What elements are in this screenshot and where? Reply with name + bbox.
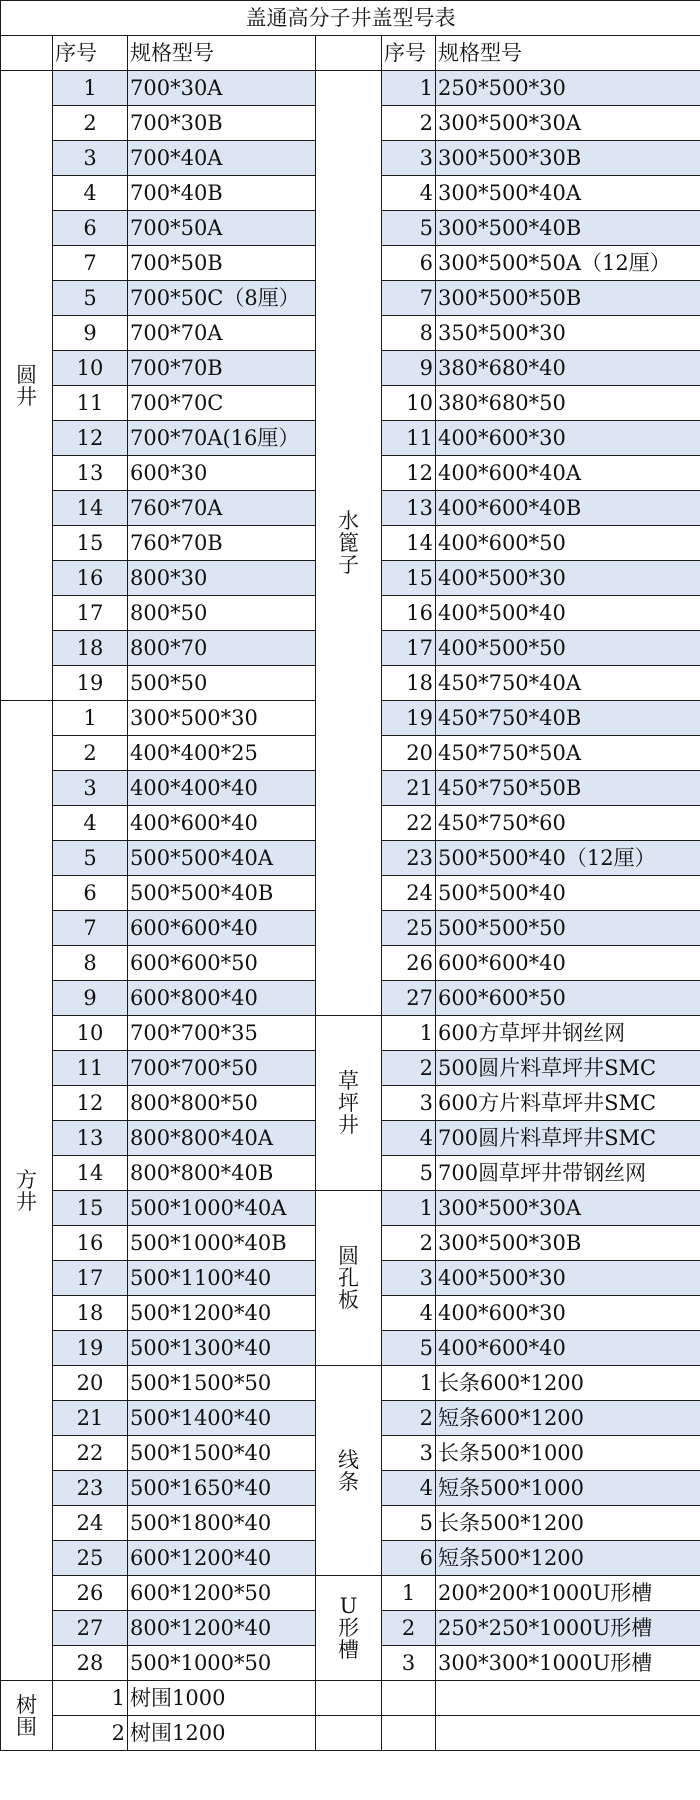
right-row-number: 19	[382, 701, 436, 736]
right-row-number: 25	[382, 911, 436, 946]
header-right-no: 序号	[382, 36, 436, 71]
right-row-spec: 700圆草坪井带钢丝网	[436, 1156, 700, 1191]
right-row-number: 3	[382, 1646, 436, 1681]
left-row-number: 16	[53, 561, 128, 596]
left-row-spec: 700*700*35	[128, 1016, 316, 1051]
right-row-number: 15	[382, 561, 436, 596]
right-row-number: 6	[382, 246, 436, 281]
right-row-number: 8	[382, 316, 436, 351]
left-row-spec: 600*1200*50	[128, 1576, 316, 1611]
left-row-spec: 500*1000*40B	[128, 1226, 316, 1261]
right-row-spec	[436, 1681, 700, 1716]
left-row-number: 4	[53, 176, 128, 211]
left-row-number: 27	[53, 1611, 128, 1646]
right-row-number: 3	[382, 141, 436, 176]
category-grate	[316, 71, 382, 1016]
right-row-spec: 600*600*50	[436, 981, 700, 1016]
left-row-number: 1	[53, 701, 128, 736]
left-row-spec: 700*70B	[128, 351, 316, 386]
table-row	[1, 1016, 700, 1051]
category-grate-char: 子	[338, 553, 359, 577]
left-row-spec: 600*600*50	[128, 946, 316, 981]
left-row-number: 1	[53, 1681, 128, 1716]
left-row-number: 14	[53, 1156, 128, 1191]
category-strip-char: 线	[338, 1447, 359, 1472]
left-row-spec: 600*800*40	[128, 981, 316, 1016]
table-row	[1, 1576, 700, 1611]
right-row-spec: 400*600*30	[436, 421, 700, 456]
right-row-number: 1	[382, 1191, 436, 1226]
left-row-number: 12	[53, 1086, 128, 1121]
left-row-number: 24	[53, 1506, 128, 1541]
right-row-spec: 350*500*30	[436, 316, 700, 351]
left-row-number: 13	[53, 456, 128, 491]
left-row-number: 18	[53, 631, 128, 666]
category-u-channel	[316, 1576, 382, 1681]
right-row-number: 2	[382, 106, 436, 141]
header-left-spec: 规格型号	[128, 36, 316, 71]
right-row-spec: 500圆片料草坪井SMC	[436, 1051, 700, 1086]
left-row-spec: 500*1800*40	[128, 1506, 316, 1541]
left-row-number: 26	[53, 1576, 128, 1611]
left-row-spec: 500*1200*40	[128, 1296, 316, 1331]
left-row-number: 1	[53, 71, 128, 106]
right-row-spec: 400*600*40B	[436, 491, 700, 526]
left-row-spec: 700*70A(16厘）	[128, 421, 316, 456]
right-row-number: 22	[382, 806, 436, 841]
left-row-number: 10	[53, 351, 128, 386]
left-row-spec: 800*30	[128, 561, 316, 596]
category-square-well-char: 方	[16, 1167, 37, 1192]
right-row-number: 24	[382, 876, 436, 911]
right-row-spec: 450*750*60	[436, 806, 700, 841]
right-row-spec: 400*500*30	[436, 1261, 700, 1296]
table-row	[1, 1681, 700, 1716]
right-row-number: 4	[382, 1471, 436, 1506]
category-lawn-well	[316, 1016, 382, 1191]
right-row-number: 5	[382, 1331, 436, 1366]
category-strip	[316, 1366, 382, 1576]
left-row-number: 2	[53, 1716, 128, 1751]
right-row-spec: 长条600*1200	[436, 1366, 700, 1401]
right-row-spec: 长条500*1000	[436, 1436, 700, 1471]
left-row-number: 7	[53, 911, 128, 946]
left-row-spec: 500*1650*40	[128, 1471, 316, 1506]
right-row-number: 21	[382, 771, 436, 806]
left-row-number: 18	[53, 1296, 128, 1331]
left-row-spec: 800*70	[128, 631, 316, 666]
left-row-spec: 600*30	[128, 456, 316, 491]
left-row-spec: 700*40B	[128, 176, 316, 211]
left-row-spec: 760*70A	[128, 491, 316, 526]
right-row-number: 26	[382, 946, 436, 981]
left-row-number: 23	[53, 1471, 128, 1506]
right-row-number: 16	[382, 596, 436, 631]
left-row-spec: 700*50C（8厘）	[128, 281, 316, 316]
right-row-spec: 短条600*1200	[436, 1401, 700, 1436]
category-hole-plate-char: 圆	[338, 1244, 359, 1268]
left-row-number: 14	[53, 491, 128, 526]
left-row-spec: 700*30B	[128, 106, 316, 141]
left-row-spec: 800*800*40A	[128, 1121, 316, 1156]
category-u-channel-char: 形	[338, 1616, 359, 1640]
right-row-spec: 450*750*50B	[436, 771, 700, 806]
category-lawn-well-char: 草	[338, 1069, 359, 1093]
empty-mid-cell	[316, 1716, 382, 1751]
right-row-number: 14	[382, 526, 436, 561]
right-row-spec: 450*750*40A	[436, 666, 700, 701]
left-row-number: 17	[53, 1261, 128, 1296]
header-blank-mid	[316, 36, 382, 71]
right-row-spec: 400*500*30	[436, 561, 700, 596]
right-row-number: 2	[382, 1051, 436, 1086]
category-grate-char: 篦	[338, 531, 359, 555]
right-row-number: 1	[382, 71, 436, 106]
left-row-spec: 400*400*40	[128, 771, 316, 806]
right-row-number: 3	[382, 1436, 436, 1471]
category-u-channel-char: U	[339, 1594, 358, 1618]
right-row-number: 12	[382, 456, 436, 491]
left-row-number: 2	[53, 106, 128, 141]
category-round-well	[1, 71, 53, 701]
right-row-spec: 短条500*1200	[436, 1541, 700, 1576]
right-row-number: 1	[382, 1016, 436, 1051]
right-row-spec: 400*600*50	[436, 526, 700, 561]
header-blank-left	[1, 36, 53, 71]
right-row-number: 5	[382, 1156, 436, 1191]
left-row-number: 16	[53, 1226, 128, 1261]
left-row-number: 6	[53, 876, 128, 911]
left-row-number: 11	[53, 386, 128, 421]
left-row-spec: 700*70C	[128, 386, 316, 421]
left-row-spec: 树围1200	[128, 1716, 316, 1751]
header-right-spec: 规格型号	[436, 36, 700, 71]
right-row-spec: 400*500*40	[436, 596, 700, 631]
right-row-number: 9	[382, 351, 436, 386]
right-row-number: 4	[382, 176, 436, 211]
left-row-spec: 700*50B	[128, 246, 316, 281]
right-row-number: 1	[382, 1576, 436, 1611]
left-row-number: 10	[53, 1016, 128, 1051]
right-row-number: 1	[382, 1366, 436, 1401]
right-row-number: 17	[382, 631, 436, 666]
category-lawn-well-char: 坪	[338, 1091, 359, 1115]
left-row-number: 8	[53, 946, 128, 981]
right-row-spec: 400*600*40	[436, 1331, 700, 1366]
left-row-number: 2	[53, 736, 128, 771]
right-row-spec: 300*500*30A	[436, 1191, 700, 1226]
empty-mid-cell	[316, 1681, 382, 1716]
left-row-spec: 500*1300*40	[128, 1331, 316, 1366]
category-tree-guard-char: 树	[16, 1692, 37, 1717]
left-row-number: 4	[53, 806, 128, 841]
table-row	[1, 1366, 700, 1401]
left-row-number: 22	[53, 1436, 128, 1471]
right-row-number: 5	[382, 211, 436, 246]
right-row-number	[382, 1681, 436, 1716]
right-row-spec: 700圆片料草坪井SMC	[436, 1121, 700, 1156]
left-row-spec: 500*500*40B	[128, 876, 316, 911]
table-row	[1, 1191, 700, 1226]
left-row-number: 28	[53, 1646, 128, 1681]
right-row-spec: 600方草坪井钢丝网	[436, 1016, 700, 1051]
left-row-number: 3	[53, 141, 128, 176]
right-row-spec: 600*600*40	[436, 946, 700, 981]
right-row-number: 27	[382, 981, 436, 1016]
right-row-number: 2	[382, 1611, 436, 1646]
table-row	[1, 1716, 700, 1751]
category-hole-plate	[316, 1191, 382, 1366]
right-row-number: 2	[382, 1401, 436, 1436]
right-row-spec: 300*500*30B	[436, 141, 700, 176]
right-row-number: 3	[382, 1261, 436, 1296]
category-hole-plate-char: 孔	[338, 1266, 359, 1290]
category-strip-char: 条	[338, 1469, 359, 1494]
category-square-well-char: 井	[16, 1189, 37, 1214]
right-row-spec: 500*500*50	[436, 911, 700, 946]
right-row-number: 6	[382, 1541, 436, 1576]
category-tree-guard	[1, 1681, 53, 1751]
category-round-well-char: 井	[16, 384, 37, 409]
left-row-spec: 500*1400*40	[128, 1401, 316, 1436]
right-row-spec	[436, 1716, 700, 1751]
category-hole-plate-char: 板	[338, 1288, 359, 1312]
left-row-number: 5	[53, 281, 128, 316]
header-row	[1, 36, 700, 71]
left-row-number: 12	[53, 421, 128, 456]
right-row-spec: 长条500*1200	[436, 1506, 700, 1541]
left-row-number: 9	[53, 981, 128, 1016]
right-row-spec: 200*200*1000U形槽	[436, 1576, 700, 1611]
right-row-spec: 250*500*30	[436, 71, 700, 106]
right-row-number: 4	[382, 1121, 436, 1156]
right-row-number: 13	[382, 491, 436, 526]
left-row-number: 3	[53, 771, 128, 806]
left-row-spec: 树围1000	[128, 1681, 316, 1716]
category-square-well	[1, 701, 53, 1681]
left-row-spec: 700*700*50	[128, 1051, 316, 1086]
right-row-spec: 300*500*50A（12厘）	[436, 246, 700, 281]
left-row-spec: 400*400*25	[128, 736, 316, 771]
left-row-number: 15	[53, 1191, 128, 1226]
left-row-spec: 300*500*30	[128, 701, 316, 736]
right-row-number: 2	[382, 1226, 436, 1261]
right-row-spec: 300*500*30A	[436, 106, 700, 141]
right-row-number: 10	[382, 386, 436, 421]
left-row-number: 5	[53, 841, 128, 876]
right-row-spec: 500*500*40	[436, 876, 700, 911]
right-row-number: 4	[382, 1296, 436, 1331]
left-row-spec: 700*40A	[128, 141, 316, 176]
left-row-spec: 800*1200*40	[128, 1611, 316, 1646]
right-row-spec: 400*600*40A	[436, 456, 700, 491]
right-row-spec: 380*680*50	[436, 386, 700, 421]
right-row-number: 18	[382, 666, 436, 701]
category-round-well-char: 圆	[16, 362, 37, 387]
left-row-spec: 600*1200*40	[128, 1541, 316, 1576]
left-row-spec: 600*600*40	[128, 911, 316, 946]
left-row-number: 9	[53, 316, 128, 351]
left-row-spec: 800*800*50	[128, 1086, 316, 1121]
left-row-spec: 700*30A	[128, 71, 316, 106]
right-row-spec: 450*750*50A	[436, 736, 700, 771]
left-row-number: 13	[53, 1121, 128, 1156]
right-row-spec: 250*250*1000U形槽	[436, 1611, 700, 1646]
right-row-spec: 400*500*50	[436, 631, 700, 666]
left-row-number: 6	[53, 211, 128, 246]
category-tree-guard-char: 围	[16, 1714, 37, 1739]
left-row-spec: 500*1100*40	[128, 1261, 316, 1296]
left-row-spec: 500*50	[128, 666, 316, 701]
right-row-spec: 300*500*50B	[436, 281, 700, 316]
left-row-spec: 500*500*40A	[128, 841, 316, 876]
left-row-number: 11	[53, 1051, 128, 1086]
right-row-number: 20	[382, 736, 436, 771]
left-row-spec: 500*1500*50	[128, 1366, 316, 1401]
category-grate-char: 水	[338, 509, 359, 533]
right-row-spec: 300*500*40B	[436, 211, 700, 246]
left-row-number: 7	[53, 246, 128, 281]
right-row-number: 5	[382, 1506, 436, 1541]
right-row-spec: 300*300*1000U形槽	[436, 1646, 700, 1681]
left-row-spec: 760*70B	[128, 526, 316, 561]
left-row-spec: 800*50	[128, 596, 316, 631]
left-row-number: 20	[53, 1366, 128, 1401]
left-row-number: 25	[53, 1541, 128, 1576]
left-row-spec: 500*1000*50	[128, 1646, 316, 1681]
right-row-spec: 450*750*40B	[436, 701, 700, 736]
left-row-number: 17	[53, 596, 128, 631]
right-row-spec: 600方片料草坪井SMC	[436, 1086, 700, 1121]
left-row-spec: 400*600*40	[128, 806, 316, 841]
right-row-spec: 380*680*40	[436, 351, 700, 386]
category-u-channel-char: 槽	[338, 1638, 359, 1662]
left-row-spec: 500*1500*40	[128, 1436, 316, 1471]
left-row-number: 19	[53, 666, 128, 701]
right-row-spec: 300*500*30B	[436, 1226, 700, 1261]
right-row-number	[382, 1716, 436, 1751]
right-row-spec: 短条500*1000	[436, 1471, 700, 1506]
left-row-number: 15	[53, 526, 128, 561]
left-row-spec: 700*70A	[128, 316, 316, 351]
right-row-spec: 500*500*40（12厘）	[436, 841, 700, 876]
table-title: 盖通高分子井盖型号表	[1, 1, 700, 36]
left-row-spec: 800*800*40B	[128, 1156, 316, 1191]
header-left-no: 序号	[53, 36, 128, 71]
right-row-spec: 400*600*30	[436, 1296, 700, 1331]
right-row-number: 11	[382, 421, 436, 456]
right-row-number: 3	[382, 1086, 436, 1121]
left-row-spec: 700*50A	[128, 211, 316, 246]
right-row-spec: 300*500*40A	[436, 176, 700, 211]
left-row-number: 19	[53, 1331, 128, 1366]
right-row-number: 7	[382, 281, 436, 316]
left-row-number: 21	[53, 1401, 128, 1436]
table-row	[1, 71, 700, 106]
right-row-number: 23	[382, 841, 436, 876]
left-row-spec: 500*1000*40A	[128, 1191, 316, 1226]
category-lawn-well-char: 井	[338, 1113, 359, 1137]
